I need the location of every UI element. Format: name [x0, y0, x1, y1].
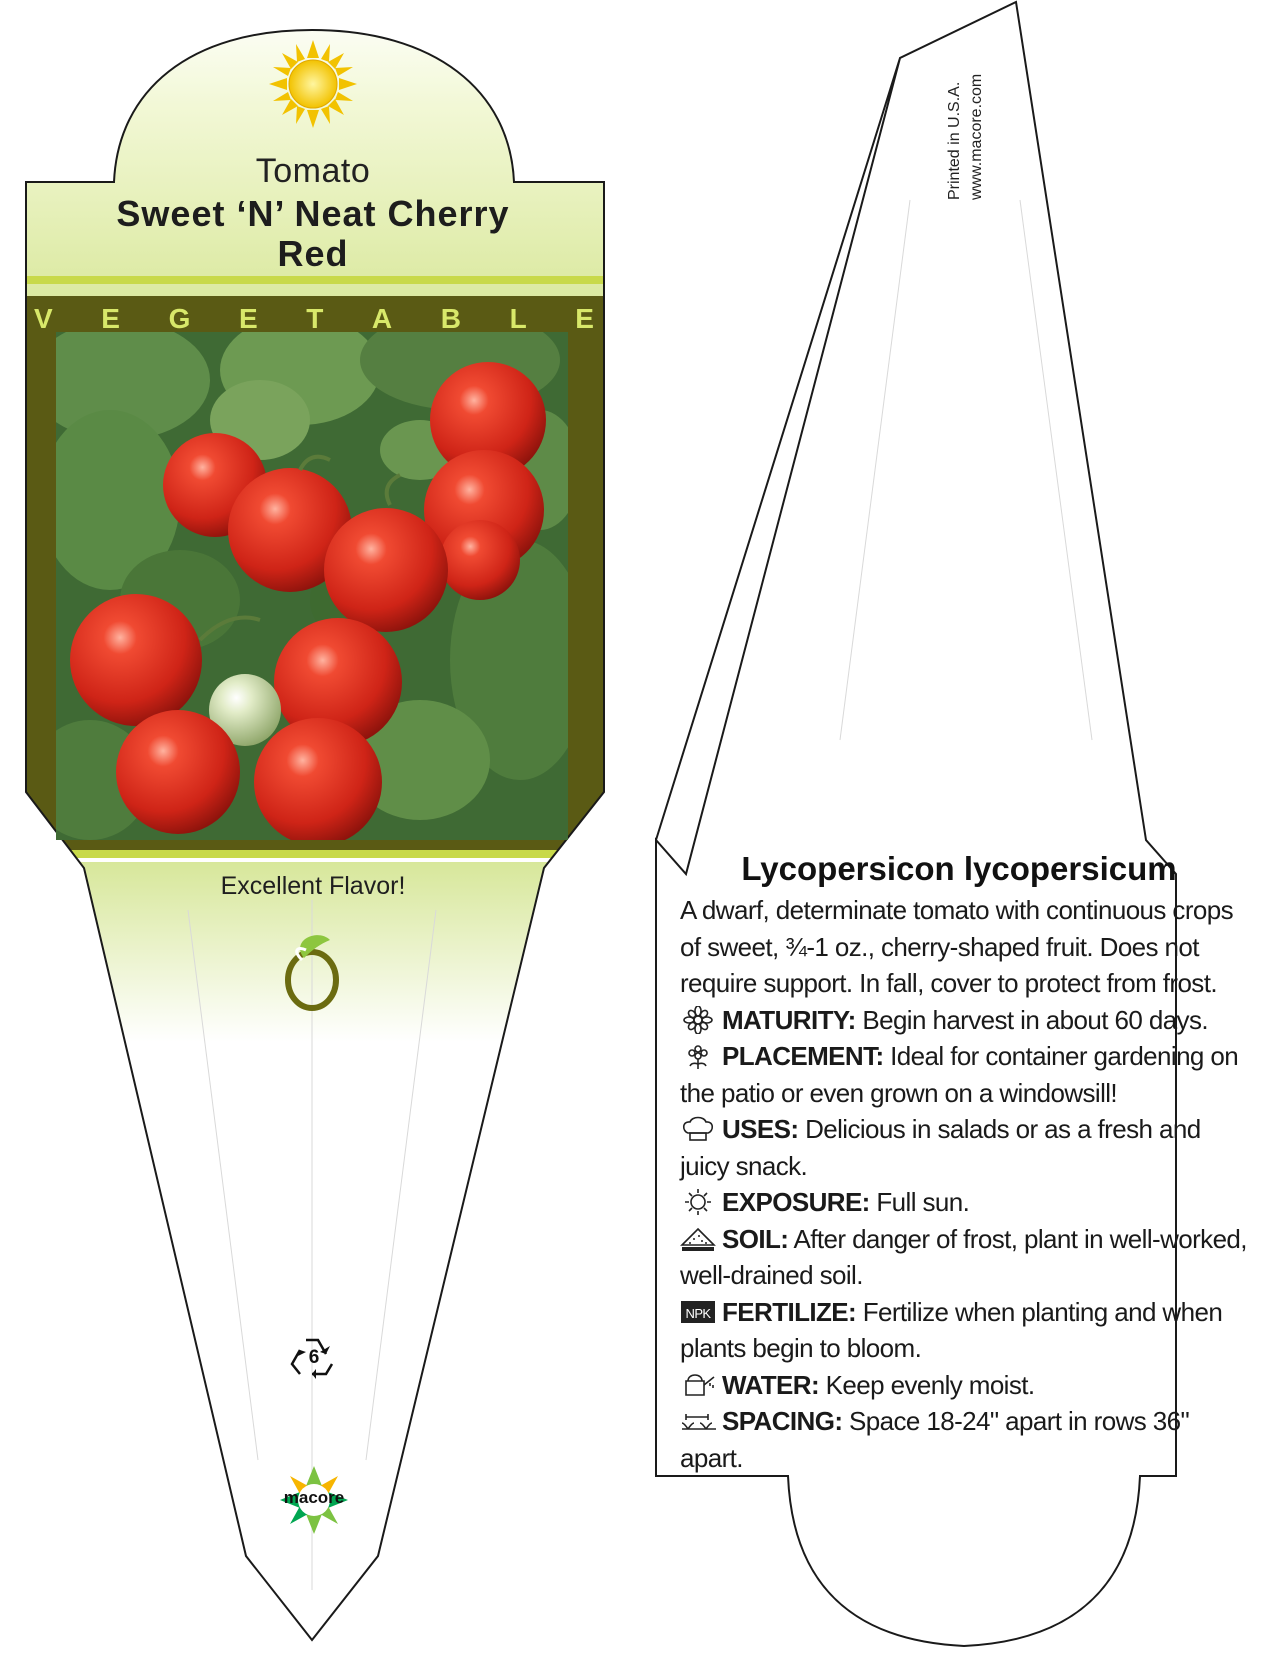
- variety-line-2: Red: [277, 233, 349, 274]
- maturity-row: [680, 1002, 1256, 1039]
- exposure-text: Full sun.: [869, 1187, 970, 1217]
- latin-name: Lycopersicon lycopersicum: [741, 850, 1177, 887]
- recycle-number: 6: [308, 1347, 320, 1368]
- printed-line-2: www.macore.com: [968, 73, 985, 200]
- sun-icon-graphic: [269, 40, 357, 128]
- tomato-photo: [30, 310, 590, 846]
- category-letter: T: [306, 303, 324, 334]
- soil-row: [680, 1221, 1256, 1294]
- category-letter: B: [440, 303, 461, 334]
- common-name: Tomato: [255, 152, 371, 190]
- exposure-row: [680, 1184, 1256, 1221]
- fertilize-label: FERTILIZE:: [722, 1296, 857, 1327]
- variety-name: [0, 194, 626, 274]
- uses-label: USES:: [722, 1114, 799, 1144]
- category-letter: V: [34, 303, 53, 334]
- uses-row: [680, 1111, 1256, 1184]
- category-letter: L: [509, 303, 527, 334]
- category-letter: A: [371, 303, 393, 334]
- tagline: Excellent Flavor!: [220, 872, 406, 900]
- exposure-label: EXPOSURE:: [722, 1187, 870, 1217]
- placement-row: [680, 1038, 1256, 1111]
- soil-icon: [680, 1225, 718, 1253]
- water-row: [680, 1367, 1256, 1404]
- category-band: [22, 298, 606, 340]
- category-letter: E: [101, 303, 120, 334]
- maturity-label: MATURITY:: [722, 1004, 856, 1035]
- fold-guides-back: [840, 200, 1092, 740]
- fertilize-row: [680, 1294, 1256, 1367]
- placement-label: PLACEMENT:: [722, 1041, 884, 1071]
- category-letter: G: [168, 303, 191, 334]
- brand-logo-text: macore: [283, 1488, 345, 1507]
- description: A dwarf, determinate tomato with continuous crops of sweet, ¾-1 oz., cherry-shaped fruit. Does not require support. In fall, cover to protect from frost.: [680, 895, 1234, 998]
- water-text: Keep evenly moist.: [819, 1369, 1035, 1400]
- svg-text:NPK: NPK: [685, 1305, 711, 1321]
- water-label: WATER:: [722, 1369, 820, 1400]
- spacing-icon: [680, 1407, 718, 1435]
- maturity-text: Begin harvest in about 60 days.: [855, 1004, 1208, 1035]
- spacing-text: Space 18-24" apart in rows 36" apart.: [680, 1406, 1190, 1473]
- printed-info: [944, 74, 988, 200]
- variety-line-1: Sweet ‘N’ Neat Cherry: [116, 193, 510, 234]
- spacing-label: SPACING:: [722, 1406, 843, 1436]
- sun-outline-icon: [680, 1188, 718, 1216]
- soil-label: SOIL:: [722, 1223, 789, 1254]
- flower-icon: [680, 1006, 718, 1034]
- watering-can-icon: [680, 1371, 718, 1399]
- plant-icon: [680, 1042, 718, 1070]
- chef-hat-icon: [680, 1115, 718, 1143]
- uses-text: Delicious in salads or as a fresh and juicy snack.: [680, 1114, 1201, 1181]
- soil-text: After danger of frost, plant in well-worked, well-drained soil.: [680, 1223, 1247, 1290]
- printed-line-1: Printed in U.S.A.: [946, 81, 963, 200]
- spacing-row: [680, 1403, 1256, 1476]
- placement-text: Ideal for container gardening on the patio or even grown on a windowsill!: [680, 1041, 1239, 1108]
- fertilize-text: Fertilize when planting and when plants begin to bloom.: [680, 1296, 1223, 1363]
- category-letter: E: [238, 303, 258, 334]
- care-info: [680, 892, 1256, 1476]
- category-letter: E: [575, 303, 594, 334]
- npk-icon: [680, 1298, 718, 1326]
